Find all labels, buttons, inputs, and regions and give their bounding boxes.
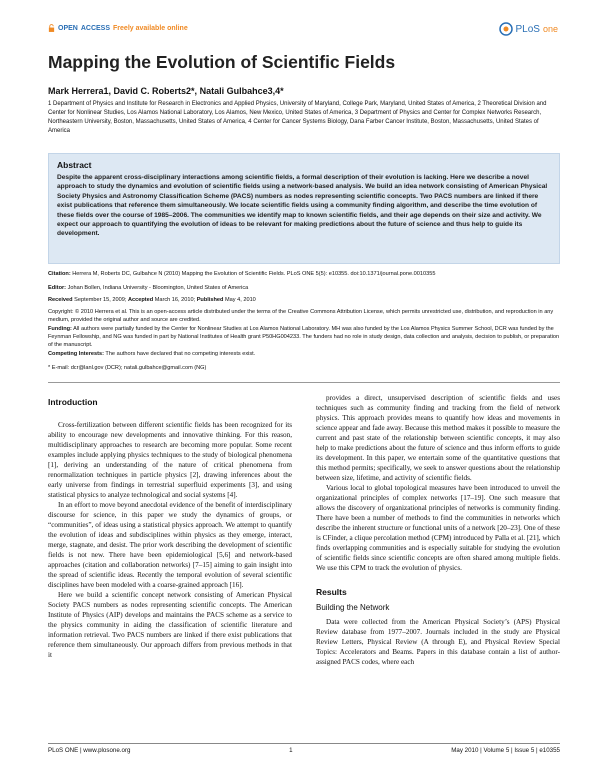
footer-page-number: 1 [289, 747, 293, 754]
footer-issue: May 2010 | Volume 5 | Issue 5 | e10355 [451, 747, 560, 754]
open-access-badge [48, 24, 188, 32]
footer-journal: PLoS ONE | www.plosone.org [48, 747, 131, 754]
funding-line [48, 325, 560, 349]
affiliations: 1 Department of Physics and Institute for Research in Electronics and Applied Physics, University of Maryland, College Park, Maryland, United States of America, 2 Theoretical Division and Center for Nonlinear Studies, Los Alamos National Laboratory, Los Alamos, New Mexico, United States of America, 3 Department of Physics and Center for Complex Networks Research, Northeastern University, Boston, Massachusetts, United States of America, 4 Center for Cancer Systems Biology, Dana Farber Cancer Institute, Boston, Massachusetts, United States of America [48, 101, 547, 134]
plos-logo-icon [499, 22, 513, 36]
plos-one-logo [499, 22, 559, 36]
citation-text: Herrera M, Roberts DC, Gulbahce N (2010) Mapping the Evolution of Scientific Fields. PLoS ONE 5(5): e10355. doi:10.1371/journal.pone.0010355 [72, 271, 436, 277]
citation-line [48, 270, 560, 278]
copyright-text: Copyright: © 2010 Herrera et al. This is an open-access article distributed under the terms of the Creative Commons Attribution License, which permits unrestricted use, distribution, and reproduction in any medium, provided the original author and source are credited. [48, 309, 554, 323]
published-date: May 4, 2010 [225, 297, 256, 303]
intro-paragraph-5: Various local to global topological measures have been introduced to unveil the organizational principles of complex networks [17–19]. One such measure that allows the discovery of organizational principles of networks is community finding. There have been a number of methods to find the communities in networks which describe the inherent structure or functional units of a network [20–23]. One of these is CFinder, a clique percolation method (CPM) introduced by Palla et al. [21], which finds overlapping communities and is especially suitable for studying the evolution of scientific fields since scientific concepts are often shared among multiple fields. We use this CPM to track the evolution of physics. [316, 484, 560, 572]
competing-line [48, 350, 560, 358]
accepted-date: March 16, 2010; [154, 297, 196, 303]
funding-label: Funding: [48, 326, 72, 332]
competing-text: The authors have declared that no competing interests exist. [105, 351, 256, 357]
left-column [48, 420, 292, 660]
abstract-text: Despite the apparent cross-disciplinary interactions among scientific fields, a formal description of their evolution is lacking. Here we describe a novel approach to study the dynamics and evolution of scientific fields using a network-based analysis. We build an idea network consisting of American Physical Society Physics and Astronomy Classification Scheme (PACS) numbers as nodes representing scientific concepts. Two PACS numbers are linked if there exist publications that reference them simultaneously. We locate scientific fields using a community finding algorithm, and describe the time evolution of these fields over the course of 1985–2006. The communities we identify map to known scientific fields, and their age depends on their size and activity. We expect our approach to quantifying the evolution of ideas to be relevant for making predictions about the future of science and thus help to guide its development. [57, 174, 548, 238]
dates-line [48, 296, 560, 304]
editor-label: Editor: [48, 285, 67, 291]
one-wordmark: one [542, 24, 558, 34]
journal-header [48, 22, 558, 38]
paper-title: Mapping the Evolution of Scientific Fields [48, 52, 396, 72]
intro-paragraph-2: In an effort to move beyond anecdotal evidence of the benefit of interdisciplinary discourse for science, in this paper we study the dynamics of groups, or “communities”, of ideas using a statistical physics approach. We attempt to quantify the evolution of ideas and subdisciplines within physics as they emerge, interact, merge, stagnate, and desist. The prior work describing the development of scientific fields is not new. There have been epidemiological [5,6] and network-based approaches (citation and collaboration networks) [7–15] aiming to gain insight into the spread of scientific ideas. Recently the temporal evolution of several scientific disciplines have been modeled with a coarse-grained approach [16]. [48, 501, 292, 589]
section-divider [48, 382, 560, 383]
results-heading: Results [316, 587, 347, 597]
published-label: Published [196, 297, 224, 303]
intro-paragraph-4: provides a direct, unsupervised description of scientific fields and uses techniques such as community finding and tracking from the field of network physics. This approach provides means to quantify how ideas and movements in science appear and fade away. Because this method makes it possible to measure the current and past state of the relationship between scientific concepts, it may also help to make predictions about the future of science and thus inform efforts to guide its development. In this paper, we entertain some of the quantitative questions that this method permits; specifically, we seek to answer questions about the relationship between size, lifetime, and activity of scientific fields. [316, 394, 560, 482]
free-online-label: Freely available online [113, 24, 188, 32]
citation-label: Citation: [48, 271, 71, 277]
funding-text: All authors were partially funded by the Center for Nonlinear Studies at Los Alamos National Laboratory. MH was also funded by the Los Alamos Physics Summer School, DCR was funded by the Feynman Fellowship, and NG was funded in part by National Institutes of Health grant P50HG004233. The funders had no role in study design, data collection and analysis, decision to publish, or preparation of the manuscript. [48, 326, 560, 348]
abstract-box [48, 153, 560, 264]
competing-label: Competing Interests: [48, 351, 104, 357]
open-label: OPEN [58, 24, 78, 32]
plos-wordmark: PLoS [515, 23, 540, 35]
intro-heading: Introduction [48, 397, 98, 407]
received-label: Received [48, 297, 73, 303]
intro-paragraph-1: Cross-fertilization between different scientific fields has been recognized for its ability to encourage new developments and innovative thinking. For this reason, multidisciplinary approaches to research are becoming more popular. Some recent examples include applying physics techniques to the study of biological phenomena [1], deriving an understanding of the nature of critical phenomena from renormalization techniques in particle physics [2], drawing inferences about the early universe from findings in terrestrial superfluid experiments [3], and using statistical physics to analyze technological and social systems [4]. [48, 421, 292, 499]
footer-divider [48, 743, 560, 744]
editor-text: Johan Bollen, Indiana University - Bloomington, United States of America [67, 285, 249, 291]
received-date: September 15, 2009; [74, 297, 127, 303]
building-network-heading: Building the Network [316, 603, 390, 612]
email-line: * E-mail: dcr@lanl.gov (DCR); natali.gulbahce@gmail.com (NG) [48, 365, 207, 371]
intro-paragraph-3: Here we build a scientific concept network consisting of American Physical Society PACS numbers as nodes representing scientific concepts. The American Institute of Physics (AIP) develops and maintains the PACS scheme as a service to the physics community in aiding the classification of scientific literature and information retrieval. Two PACS numbers are linked if there exist publications that reference them simultaneously. Our approach differs from previous methods in that it [48, 591, 292, 659]
editor-line [48, 284, 560, 292]
abstract-heading: Abstract [57, 160, 92, 170]
right-column [316, 393, 560, 667]
open-lock-icon [48, 24, 55, 32]
accepted-label: Accepted [127, 297, 154, 303]
access-label: ACCESS [80, 24, 111, 32]
author-list: Mark Herrera1, David C. Roberts2*, Natali Gulbahce3,4* [48, 86, 284, 96]
results-paragraph-1: Data were collected from the American Physical Society’s (APS) Physical Review database from 1977–2007. Journals included in the study are Physical Review Letters, Physical Review (A through E), and Physical Review Special Topics: Accelerators and Beams. Papers in this database contain a list of author-assigned PACS codes, where each [316, 618, 560, 666]
page-footer [48, 747, 560, 754]
